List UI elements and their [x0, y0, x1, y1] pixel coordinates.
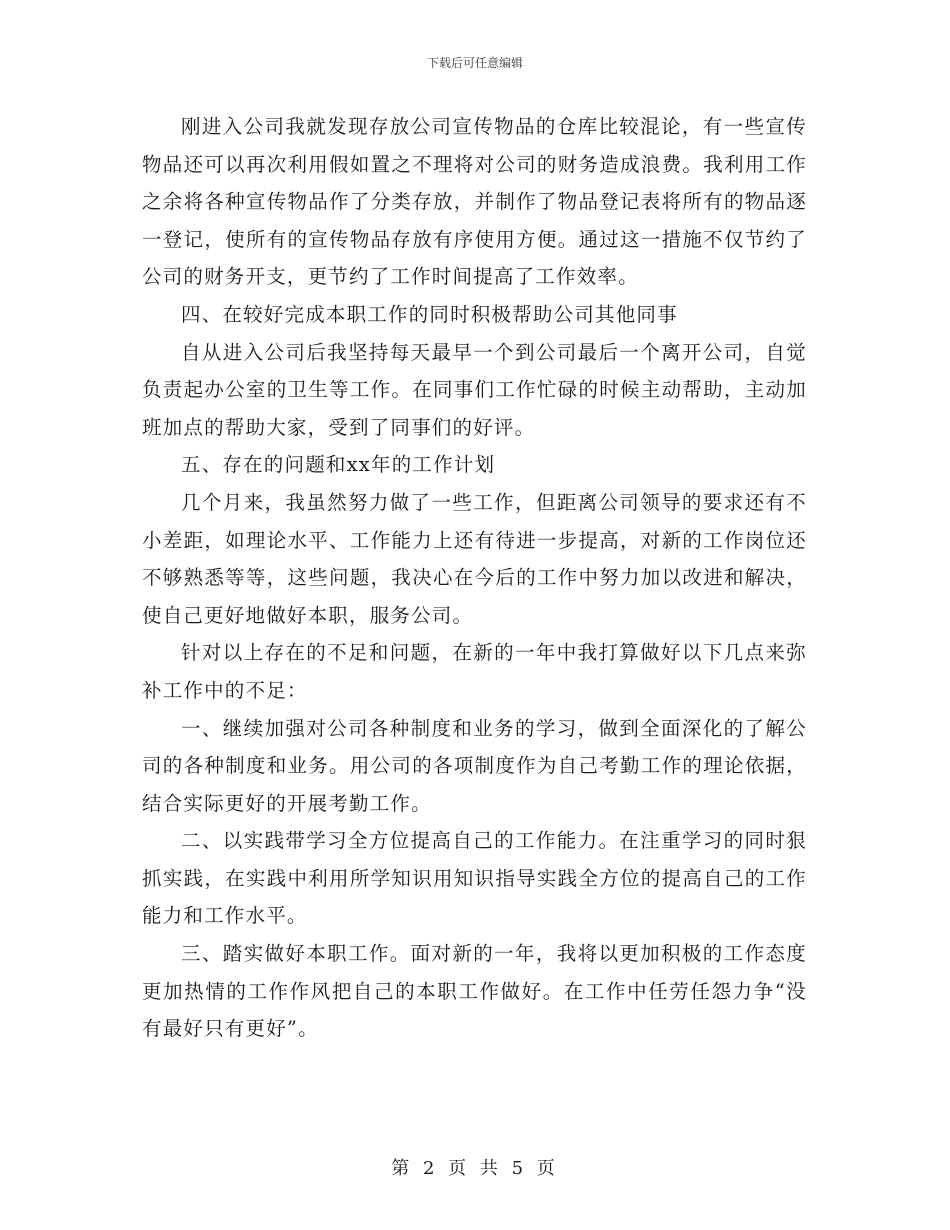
paragraph: 刚进入公司我就发现存放公司宣传物品的仓库比较混论，有一些宣传物品还可以再次利用假如置之不理将对公司的财务造成浪费。我利用工作之余将各种宣传物品作了分类存放，并制作了物品登记表将所有的物品逐一登记，使所有的宣传物品存放有序使用方便。通过这一措施不仅节约了公司的财务开支，更节约了工作时间提高了工作效率。 [142, 115, 807, 289]
list-item: 三、踏实做好本职工作。面对新的一年，我将以更加积极的工作态度更加热情的工作作风把自己的本职工作做好。在工作中任劳任怨力争“没有最好只有更好”。 [142, 942, 807, 1041]
list-item: 一、继续加强对公司各种制度和业务的学习，做到全面深化的了解公司的各种制度和业务。用公司的各项制度作为自己考勤工作的理论依据，结合实际更好的开展考勤工作。 [142, 716, 807, 815]
paragraph: 自从进入公司后我坚持每天最早一个到公司最后一个离开公司，自觉负责起办公室的卫生等工作。在同事们工作忙碌的时候主动帮助，主动加班加点的帮助大家，受到了同事们的好评。 [142, 340, 807, 439]
paragraph: 几个月来，我虽然努力做了一些工作，但距离公司领导的要求还有不小差距，如理论水平、工作能力上还有待进一步提高，对新的工作岗位还不够熟悉等等，这些问题，我决心在今后的工作中努力加以改进和解决，使自己更好地做好本职，服务公司。 [142, 490, 807, 627]
list-item: 二、以实践带学习全方位提高自己的工作能力。在注重学习的同时狠抓实践，在实践中利用所学知识用知识指导实践全方位的提高自己的工作能力和工作水平。 [142, 829, 807, 928]
paragraph: 针对以上存在的不足和问题，在新的一年中我打算做好以下几点来弥补工作中的不足： [142, 641, 807, 702]
page-number: 第 2 页 共 5 页 [391, 1158, 559, 1179]
document-body [142, 108, 807, 1048]
section-heading: 五、存在的问题和xx年的工作计划 [181, 453, 496, 477]
section-heading: 四、在较好完成本职工作的同时积极帮助公司其他同事 [181, 302, 678, 326]
page-header-note: 下载后可任意编辑 [426, 56, 523, 70]
